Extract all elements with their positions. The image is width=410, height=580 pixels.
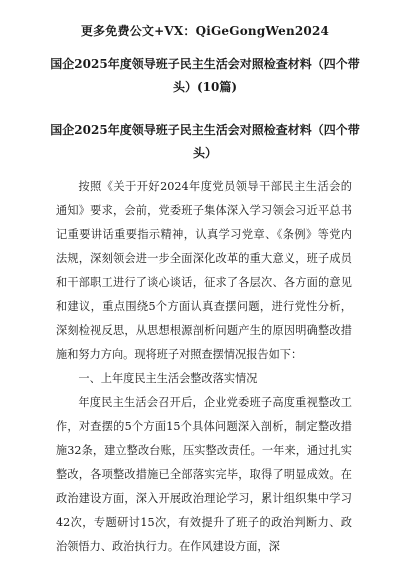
section-heading: 一、上年度民主生活会整改落实情况 <box>78 372 258 385</box>
body-paragraph: 按照《关于开好2024年度党员领导干部民主生活会的通知》要求，会前，党委班子集体深入学习领会习近平总书记重要讲话重要指示精神，认真学习党章、《条例》等党内法规，深刻领会进一步全面深化改革的重大意义，班子成员和干部职工进行了谈心谈话，征求了各层次、各方面的意见和建议，重点围绕5个方面认真查摆问题，进行党性分析，深刻检视反思，从思想根源剖析问题产生的原因明确整改措施和努力方向。现将班子对照查摆情况报告如下： <box>56 180 352 361</box>
body-paragraph: 年度民主生活会召开后，企业党委班子高度重视整改工作，对查摆的5个方面15个具体问题深入剖析，制定整改措施32条，建立整改台账，压实整改责任。一年来，通过扎实整改，各项整改措施已全部落实完毕，取得了明显成效。在政治建设方面，深入开展政治理论学习，累计组织集中学习42次，专题研讨15次，有效提升了班子的政治判断力、政治领悟力、政治执行力。在作风建设方面，深 <box>56 396 352 553</box>
document-title: 国企2025年度领导班子民主生活会对照检查材料（四个带头）(10篇) <box>50 57 360 94</box>
header-banner: 更多免费公文+VX：QiGeGongWen2024 <box>80 24 330 38</box>
document-body <box>56 175 352 559</box>
section-title: 国企2025年度领导班子民主生活会对照检查材料（四个带头） <box>50 123 360 160</box>
